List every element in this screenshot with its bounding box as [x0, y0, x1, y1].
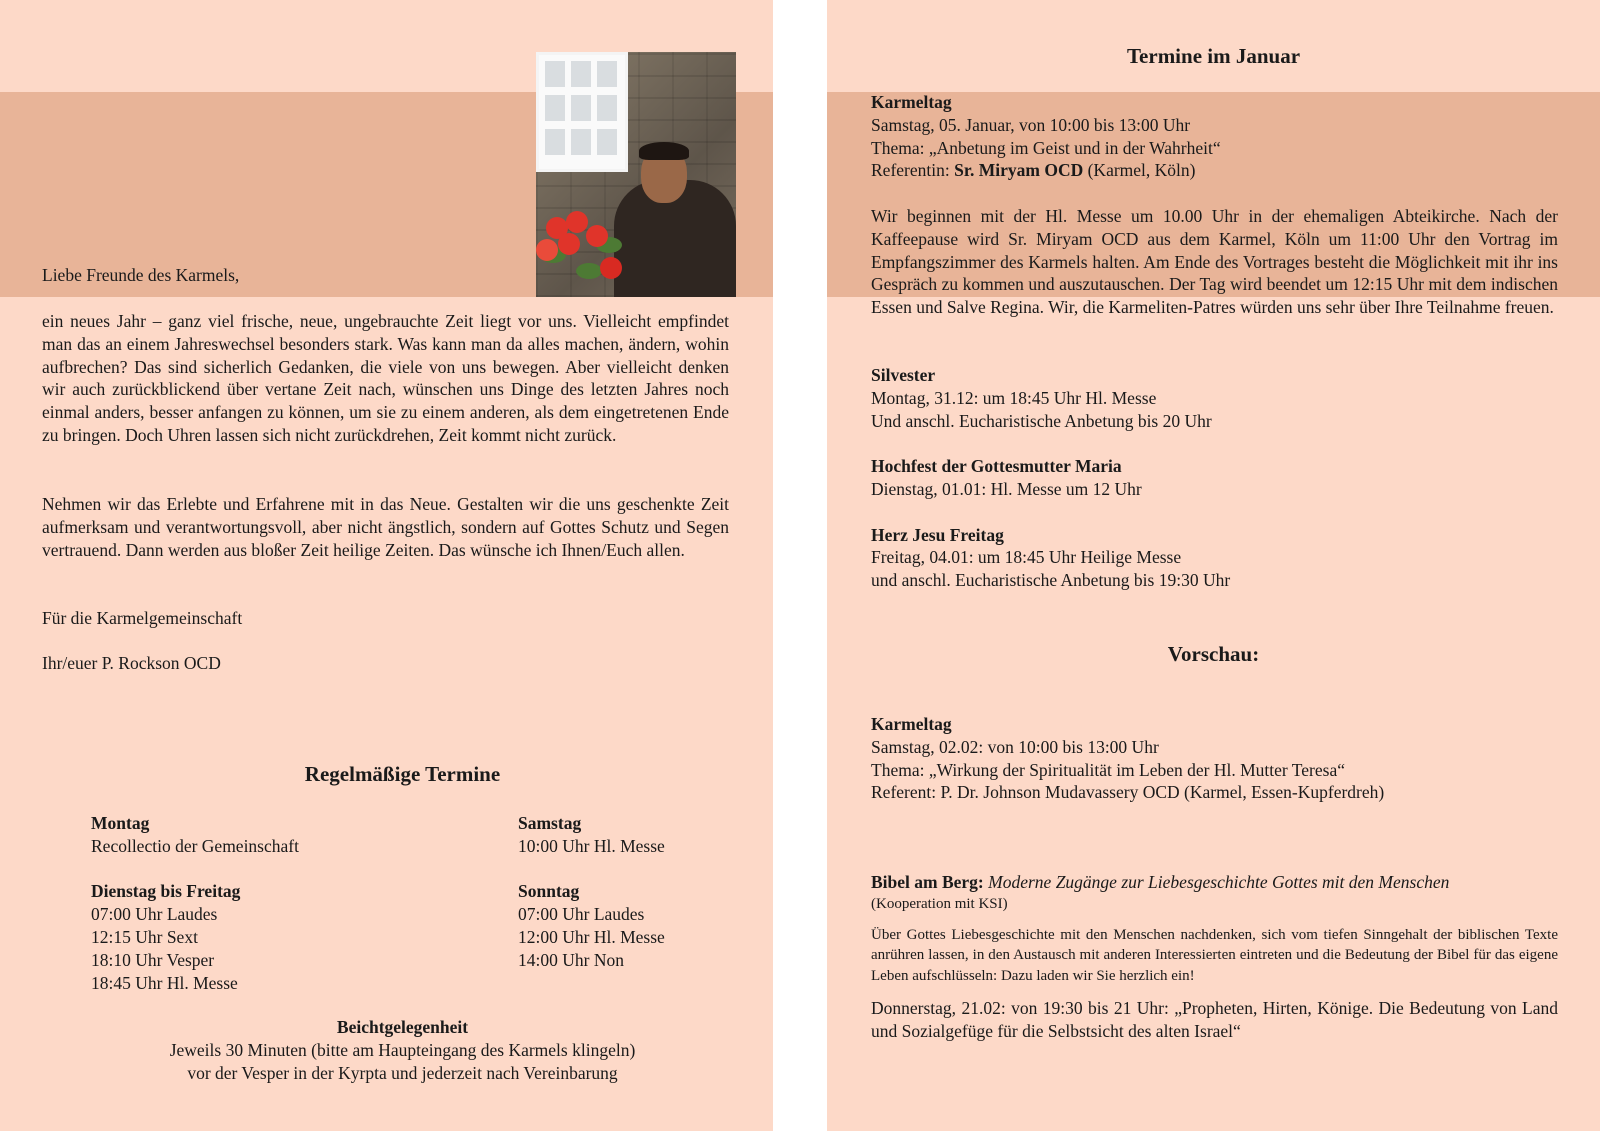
schedule-item: 12:00 Uhr Hl. Messe [518, 926, 665, 947]
confession-line-2: vor der Vesper in der Kyrpta und jederzeit nach Vereinbarung [187, 1062, 618, 1083]
schedule-item: 18:45 Uhr Hl. Messe [91, 972, 238, 993]
letter-closing: Für die Karmelgemeinschaft [42, 608, 243, 628]
schedule-item: 10:00 Uhr Hl. Messe [518, 835, 665, 856]
event-date: Samstag, 02.02: von 10:00 bis 13:00 Uhr [871, 736, 1159, 757]
confession-section [0, 1016, 773, 1084]
left-page [0, 0, 773, 1131]
bibel-section [871, 871, 1558, 1043]
speaker-name: Sr. Miryam OCD [954, 160, 1084, 181]
right-page [827, 0, 1600, 1131]
bibel-date: Donnerstag, 21.02: von 19:30 bis 21 Uhr: „Propheten, Hirten, Könige. Die Bedeutung von Land und Sozialgefüge für die Selbstsicht des alten Israel“ [871, 998, 1558, 1042]
event-name: Hochfest der Gottesmutter Maria [871, 456, 1122, 477]
priest-photo [536, 52, 736, 297]
event-line: Dienstag, 01.01: Hl. Messe um 12 Uhr [871, 478, 1142, 499]
greeting: Liebe Freunde des Karmels, [42, 265, 240, 285]
event-name: Karmeltag [871, 714, 952, 734]
schedule-column-right [518, 812, 665, 994]
regular-schedule-title: Regelmäßige Termine [304, 762, 501, 786]
event-item [871, 455, 1558, 501]
schedule-day: Sonntag [518, 881, 580, 902]
event-name: Karmeltag [871, 92, 952, 112]
confession-title: Beichtgelegenheit [336, 1017, 469, 1037]
schedule-item: 07:00 Uhr Laudes [518, 904, 645, 925]
confession-line-1: Jeweils 30 Minuten (bitte am Haupteingang des Karmels klingeln) [169, 1039, 636, 1060]
event-name: Herz Jesu Freitag [871, 524, 1004, 545]
karmeltag-description: Wir beginnen mit der Hl. Messe um 10.00 Uhr in der ehemaligen Abteikirche. Nach der Kaffeepause wird Sr. Miryam OCD aus dem Karmel, Köln um 11:00 Uhr den Vortrag im Empfangszimmer des Karmels halten. Am Ende des Vortrages besteht die Möglichkeit mit ihr ins Gespräch zu kommen und auszutauschen. Der Tag wird beendet um 12:15 Uhr mit dem indischen Essen und Salve Regina. Wir, die Karmeliten-Patres würden uns sehr über Ihre Teilnahme freuen. [871, 206, 1558, 318]
schedule-item: 12:15 Uhr Sext [91, 926, 198, 947]
preview-event [871, 713, 1558, 804]
event-date: Samstag, 05. Januar, von 10:00 bis 13:00 Uhr [871, 114, 1191, 135]
window-image [536, 52, 628, 172]
karmeltag-event [871, 91, 1558, 182]
event-line: und anschl. Eucharistische Anbetung bis 19:30 Uhr [871, 570, 1231, 591]
preview-title: Vorschau: [1167, 642, 1260, 666]
bibel-subtitle: Moderne Zugänge zur Liebesgeschichte Gottes mit den Menschen [988, 872, 1450, 892]
event-name: Silvester [871, 365, 936, 385]
schedule-item: 18:10 Uhr Vesper [91, 949, 215, 970]
schedule-day-block [518, 812, 665, 858]
schedule-item: 14:00 Uhr Non [518, 949, 624, 970]
event-speaker: Referentin: Sr. Miryam OCD (Karmel, Köln) [871, 160, 1196, 181]
event-item [871, 524, 1558, 592]
schedule-day-block [91, 812, 299, 858]
schedule-day-block [518, 880, 665, 971]
bibel-label: Bibel am Berg: [871, 872, 984, 892]
event-theme: Thema: „Anbetung im Geist und in der Wahrheit“ [871, 137, 1221, 158]
schedule-column-left [91, 812, 299, 1017]
letter-signature: Ihr/euer P. Rockson OCD [42, 653, 221, 673]
schedule-day: Dienstag bis Freitag [91, 881, 241, 902]
event-item [871, 364, 1558, 432]
event-line: Und anschl. Eucharistische Anbetung bis 20 Uhr [871, 410, 1212, 431]
flowers-image [536, 207, 626, 297]
bibel-description: Über Gottes Liebesgeschichte mit den Menschen nachdenken, sich vom tiefen Sinngehalt der biblischen Texte anrühren lassen, in den Austausch mit anderen Interessierten eintreten und die Bedeutung der Bibel für das eigene Leben aufschlüsseln: Dazu laden wir Sie herzlich ein! [871, 926, 1558, 984]
event-line: Freitag, 04.01: um 18:45 Uhr Heilige Messe [871, 547, 1182, 568]
schedule-day: Montag [91, 813, 150, 833]
bibel-heading [871, 871, 1558, 894]
event-list [871, 364, 1558, 615]
schedule-day-block [91, 880, 299, 994]
january-events-title: Termine im Januar [1126, 44, 1301, 68]
letter-paragraph-2: Nehmen wir das Erlebte und Erfahrene mit in das Neue. Gestalten wir die uns geschenkte Zeit aufmerksam und verantwortungsvoll, aber nicht ängstlich, sondern auf Gottes Schutz und Segen vertrauend. Dann werden aus bloßer Zeit heilige Zeiten. Das wünsche ich Ihnen/Euch allen. [42, 494, 729, 560]
event-speaker: Referent: P. Dr. Johnson Mudavassery OCD (Karmel, Essen-Kupferdreh) [871, 782, 1385, 803]
event-theme: Thema: „Wirkung der Spiritualität im Leben der Hl. Mutter Teresa“ [871, 759, 1345, 780]
schedule-day: Samstag [518, 813, 582, 833]
schedule-item: Recollectio der Gemeinschaft [91, 835, 299, 856]
letter-paragraph-1: ein neues Jahr – ganz viel frische, neue, ungebrauchte Zeit liegt vor uns. Vielleicht empfindet man das an einem Jahreswechsel besonders stark. Was kann man da alles machen, ändern, wohin aufbrechen? Das sind sicherlich Gedanken, die viele von uns bewegen. Aber vielleicht denken wir auch zurückblickend über vertane Zeit nach, wünschen uns Dinge des letzten Jahres noch einmal anders, besser anfangen zu können, um sie zu einem anderen, als dem eingetretenen Ende zu bringen. Doch Uhren lassen sich nicht zurückdrehen, Zeit kommt nicht zurück. [42, 311, 729, 445]
event-line: Montag, 31.12: um 18:45 Uhr Hl. Messe [871, 387, 1157, 408]
bibel-cooperation: (Kooperation mit KSI) [871, 895, 1008, 912]
schedule-item: 07:00 Uhr Laudes [91, 904, 218, 925]
